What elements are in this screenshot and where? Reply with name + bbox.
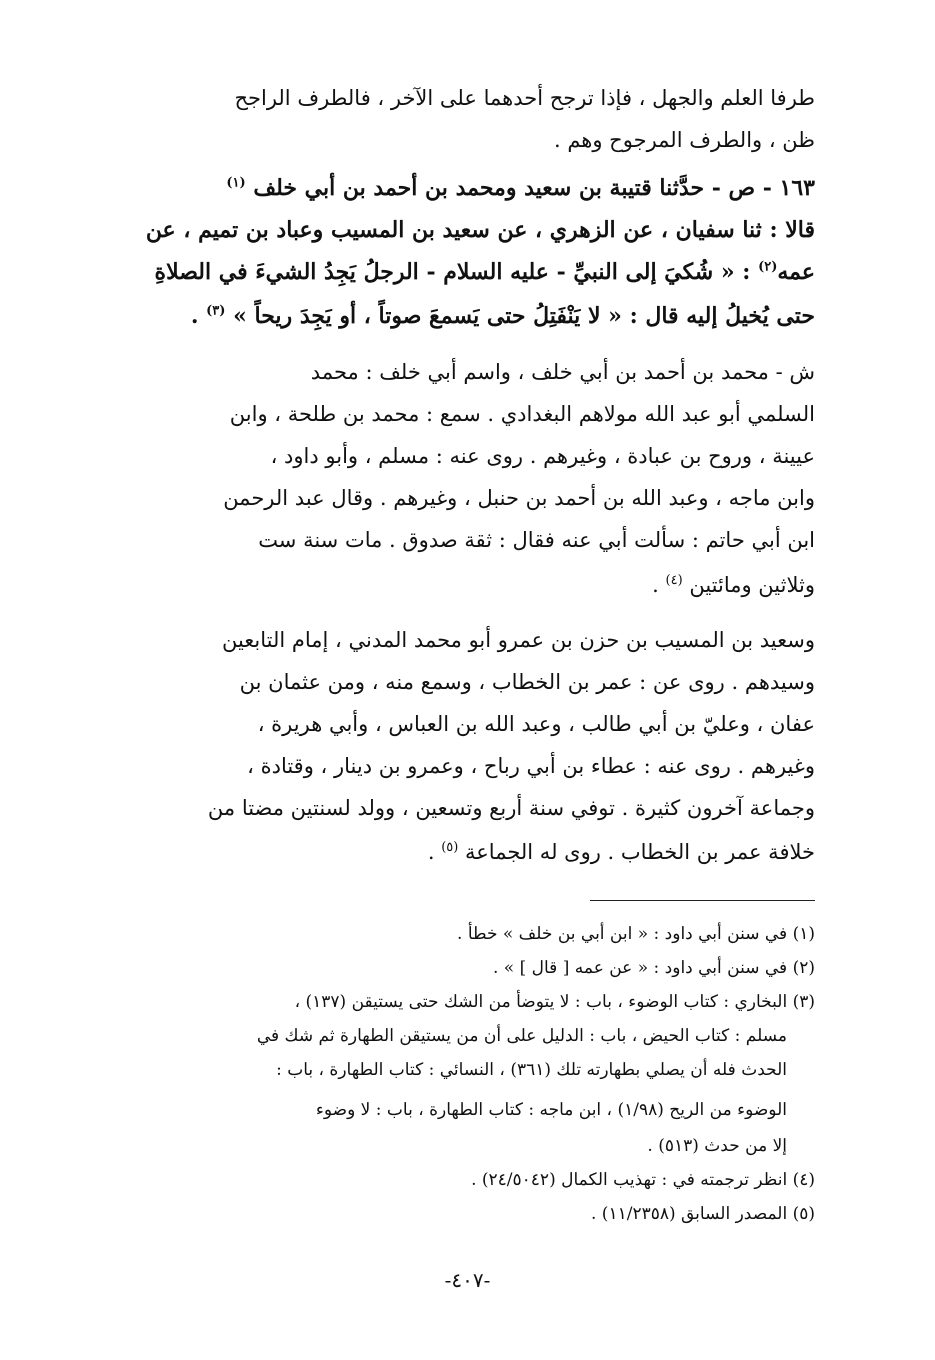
footnote-5: (٥) المصدر السابق (١١/٢٣٥٨) .: [591, 1204, 815, 1224]
text-line: وغيرهم . روى عنه : عطاء بن أبي رباح ، وعمرو بن دينار ، وقتادة ،: [247, 754, 815, 778]
text-line: عفان ، وعليّ بن أبي طالب ، وعبد الله بن العباس ، وأبي هريرة ،: [257, 712, 815, 736]
text-line: ظن ، والطرف المرجوح وهم .: [553, 128, 815, 152]
footnote-3-cont: إلا من حدث (٥١٣) .: [647, 1136, 787, 1156]
hadith-line: [125, 168, 815, 208]
hadith-text: : « شُكيَ إلى النبيِّ - عليه السلام - الرجلُ يَجِدُ الشيءَ في الصلاةِ: [154, 259, 759, 285]
text-span: وثلاثين ومائتين: [689, 573, 815, 597]
text-line: [125, 832, 815, 872]
footnote-3: (٣) البخاري : كتاب الوضوء ، باب : لا يتوضأ من الشك حتى يستيقن (١٣٧) ،: [294, 992, 815, 1012]
text-line: وجماعة آخرون كثيرة . توفي سنة أربع وتسعين ، وولد لسنتين مضتا من: [207, 796, 815, 820]
footnote-ref: (٢): [758, 259, 778, 275]
hadith-text: .: [190, 303, 207, 329]
text-span: خلافة عمر بن الخطاب . روى له الجماعة: [465, 840, 815, 864]
footnote-1: (١) في سنن أبي داود : « ابن أبي بن خلف » خطأ .: [457, 924, 815, 944]
text-line: ش - محمد بن أحمد بن أبي خلف ، واسم أبي خلف : محمد: [310, 360, 815, 384]
text-line: السلمي أبو عبد الله مولاهم البغدادي . سمع : محمد بن طلحة ، وابن: [229, 402, 815, 426]
hadith-line: [125, 252, 815, 292]
hadith-text: عمه: [777, 259, 815, 285]
page-number: -٤٠٧-: [444, 1268, 491, 1292]
footnote-4: (٤) انظر ترجمته في : تهذيب الكمال (٢٤/٥٠٤٢) .: [471, 1170, 815, 1190]
text-span: .: [652, 573, 666, 597]
footnote-3-cont: مسلم : كتاب الحيض ، باب : الدليل على أن من يستيقن الطهارة ثم شك في: [256, 1026, 787, 1046]
text-line: وسيدهم . روى عن : عمر بن الخطاب ، وسمع منه ، ومن عثمان بن: [239, 670, 815, 694]
footnote-ref: (٣): [206, 303, 226, 319]
footnote-ref: (٥): [441, 840, 459, 855]
hadith-text: ١٦٣ - ص - حدَّثنا قتيبة بن سعيد ومحمد بن أحمد بن أبي خلف: [253, 175, 815, 201]
hadith-line: [125, 296, 815, 336]
text-line: وسعيد بن المسيب بن حزن بن عمرو أبو محمد المدني ، إمام التابعين: [221, 628, 815, 652]
footnote-3-cont: الوضوء من الريح (١/٩٨) ، ابن ماجه : كتاب الطهارة ، باب : لا وضوء: [315, 1100, 787, 1120]
text-line: عيينة ، وروح بن عبادة ، وغيرهم . روى عنه : مسلم ، وأبو داود ،: [270, 444, 815, 468]
hadith-text: حتى يُخيلُ إليه قال : « لا يَنْفَتِلُ حتى يَسمعَ صوتاً ، أو يَجِدَ ريحاً »: [233, 303, 815, 329]
footnote-2: (٢) في سنن أبي داود : « عن عمه [ قال ] » .: [493, 958, 815, 978]
text-line: [125, 565, 815, 605]
text-span: .: [427, 840, 442, 864]
text-line: وابن ماجه ، وعبد الله بن أحمد بن حنبل ، وغيرهم . وقال عبد الرحمن: [223, 486, 815, 510]
footnote-3-cont: الحدث فله أن يصلي بطهارته تلك (٣٦١) ، النسائي : كتاب الطهارة ، باب :: [276, 1060, 787, 1080]
footnote-divider: [590, 900, 815, 901]
hadith-line: قالا : ثنا سفيان ، عن الزهري ، عن سعيد بن المسيب وعباد بن تميم ، عن: [145, 217, 815, 243]
text-line: ابن أبي حاتم : سألت أبي عنه فقال : ثقة صدوق . مات سنة ست: [258, 528, 815, 552]
text-line: طرفا العلم والجهل ، فإذا ترجح أحدهما على الآخر ، فالطرف الراجح: [234, 86, 815, 110]
footnote-ref: (١): [226, 175, 246, 191]
footnote-ref: (٤): [665, 573, 683, 588]
